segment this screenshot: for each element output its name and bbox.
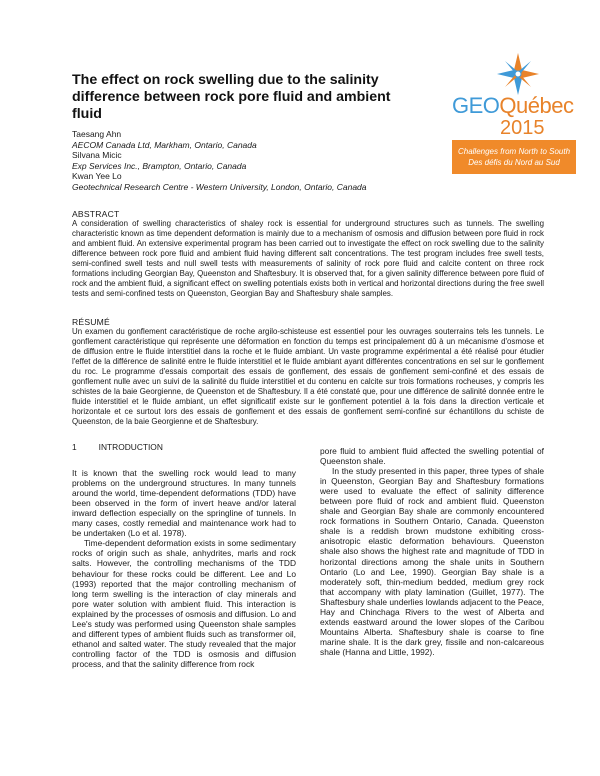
right-column [320, 446, 544, 657]
author-name: Silvana Micic [72, 150, 122, 161]
tagline-fr: Des défis du Nord au Sud [468, 158, 560, 167]
paragraph: Time-dependent deformation exists in some sedimentary rocks of origin such as shale, anhydrites, marls and rock salts. However, the controlling mechanisms of the TDD behaviour for these rocks could be different. Lee and Lo (1993) reported that the major controlling mechanism of long term swelling is the interaction of clay minerals and pore water solution with ambient fluid. This interaction is explained by the processes of osmosis and diffusion. Lo and Lee's study was performed using Queenston shale samples and different types of ambient fluids such as transformer oil, ethanol and salted water. The study revealed that the major controlling factor of the TDD is osmosis and diffusion process, and that the salinity difference from rock [72, 538, 296, 669]
left-column [72, 442, 296, 669]
conference-brand [452, 94, 572, 118]
author-affiliation: Exp Services Inc., Brampton, Ontario, Canada [72, 160, 247, 171]
author-name: Kwan Yee Lo [72, 171, 122, 182]
tagline-band [452, 140, 576, 174]
resume-text: Un examen du gonflement caractéristique de roche argilo-schisteuse est essentiel pour les ouvrages souterrains tels les tunnels. Le gonflement caractéristique qui représente une déformation en fonction du temps est principalement dû à un mécanisme d'osmose et de diffusion entre le fluide interstitiel dans la roche et le fluide ambiant. Un vaste programme expérimental a été réalisé pour étudier l'effet de la différence de salinité entre le fluide interstitiel et le fluide ambiant ayant différentes concentrations en sel sur le gonflement du roc. Le programme d'essais comportait des essais de gonflement, des essais de gonflement semi-confiné et des essais de gonflement nulle avec un suivi de la salinité du fluide interstitiel et du contenu en calcite sur trois formations rocheuses, y compris les schistes de la baie Georgienne, de Queenston et de Shaftesbury. Il a été constaté que, pour une différence de salinité donnée entre le fluide interstitiel et le fluide ambiant, un effet significatif existe sur le gonflement potentiel à la fois dans la direction verticale et horizontale et ce surtout lors des essais de gonflement et des essais de gonflement semi-confiné sur échantillons du schiste de Queenston, de la baie Georgienne et de Shaftesbury. [72, 327, 544, 427]
conference-year: 2015 [500, 117, 545, 139]
tagline-en: Challenges from North to South [457, 147, 571, 156]
abstract-text: A consideration of swelling characteristics of shaley rock is essential for underground structures such as tunnels. The swelling characteristic known as time dependent deformation is mainly due to a mechanism of osmosis and diffusion between pore fluid in rock and ambient fluid. An extensive experimental program has been carried out to investigate the effect on rock swelling due to the salinity difference between rock pore fluid and ambient fluid having different salt concentrations. The test program includes free swell tests, semi-confined swell tests and null swell tests with measurements of salinity of rock pore fluid and calcite content on three rock formations including Georgian Bay, Queenston and Shaftesbury. It is observed that, for a given salinity difference between pore fluid of rock and the ambient fluid, a significant effect on swelling potentials exists both in vertical and horizontal directions during the free swell tests and semi-confined tests on Queenston, Georgian Bay and Shaftesbury shale samples. [72, 219, 544, 299]
abstract-heading: ABSTRACT [72, 209, 120, 219]
compass-rose-icon [496, 52, 540, 96]
section-title: INTRODUCTION [98, 442, 163, 452]
paragraph: It is known that the swelling rock would lead to many problems on the underground structures. In many tunnels around the world, time-dependent deformations (TDD) have been observed in the form of invert heave and/or lateral inward deflection especially on the springline of tunnels. In many cases, costly remedial and maintenance work had to be undertaken (Lo et al. 1978). [72, 468, 296, 539]
resume-heading: RÉSUMÉ [72, 317, 110, 327]
author-list [72, 129, 512, 193]
section-number: 1 [72, 442, 77, 452]
paragraph: pore fluid to ambient fluid affected the swelling potential of Queenston shale. [320, 446, 544, 467]
author-affiliation: Geotechnical Research Centre - Western University, London, Ontario, Canada [72, 181, 367, 192]
brand-geo: GEO [452, 93, 500, 118]
brand-quebec: Québec [499, 93, 574, 118]
author-name: Taesang Ahn [72, 129, 122, 139]
paper-title: The effect on rock swelling due to the salinity difference between rock pore fluid and ambient fluid [72, 72, 391, 122]
author-affiliation: AECOM Canada Ltd, Markham, Ontario, Canada [72, 139, 257, 150]
conference-logo [452, 52, 576, 174]
section-heading [72, 442, 296, 452]
paragraph: In the study presented in this paper, three types of shale in Queenston, Georgian Bay and Shaftesbury formations were used to evaluate the effect of salinity difference between pore fluid of rock and ambient fluid. Queenston shale and Georgian Bay shale are commonly encountered rock formations in Southern Ontario, Canada. Queenston shale is a reddish brown mudstone exhibiting cross-anisotropic elastic deformation behaviours. Queenston shale also shows the highest rate and magnitude of TDD in horizontal directions among the shale units in Southern Ontario (Lo and Lee, 1990). Georgian Bay shale is a moderately soft, thin-medium bedded, medium grey rock that accompany with platy lamination (Guillet, 1977). The Shaftesbury shale underlies lowlands adjacent to the Peace, Hay and Chinchaga Rivers to the west of Alberta and extends eastward around the lower slopes of the Caribou Mountains Alberta. Shaftesbury shale is coarse to fine marine shale. It is the dark grey, fissile and non-calcareous shale (Hanna and Little, 1992). [320, 466, 544, 657]
